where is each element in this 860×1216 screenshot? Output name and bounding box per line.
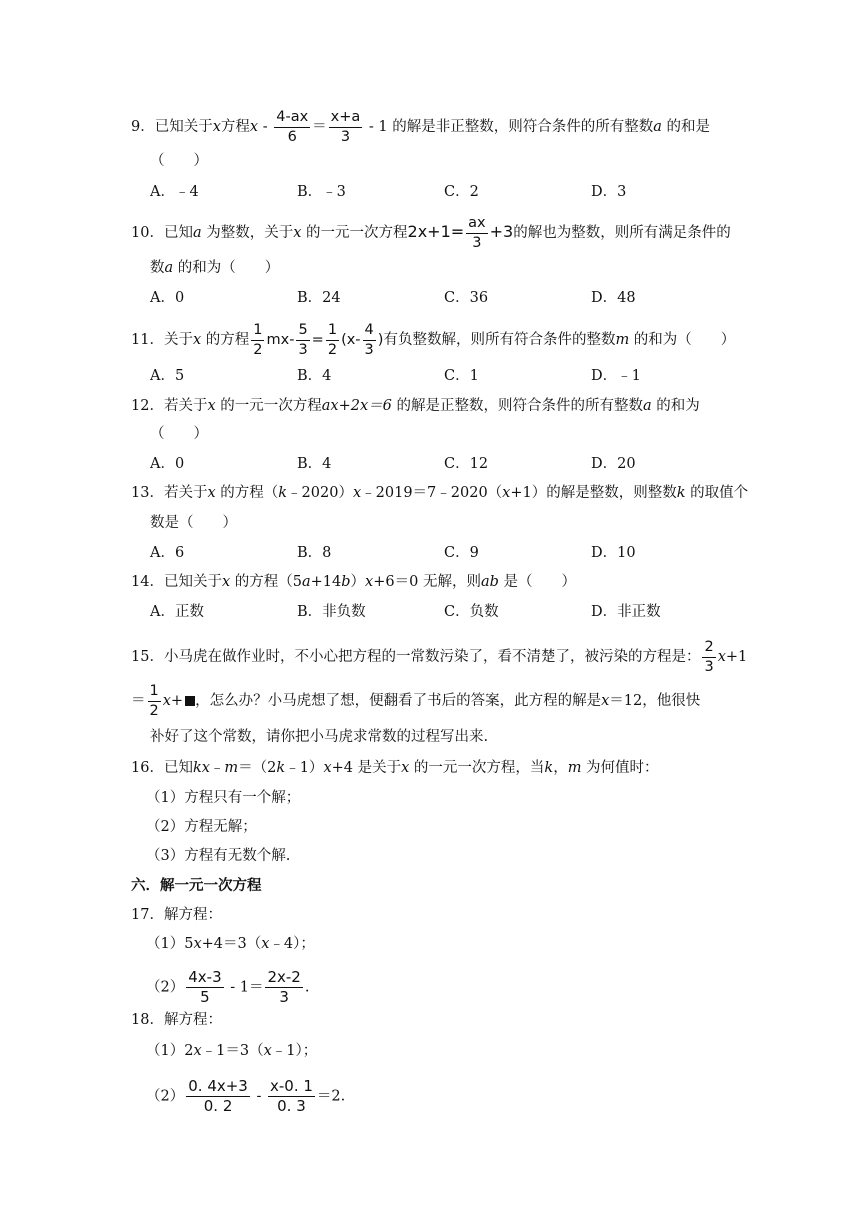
text: （1）2	[146, 1043, 194, 1059]
denominator: 3	[298, 341, 308, 358]
denominator: 6	[287, 128, 297, 145]
denominator: 3	[279, 988, 289, 1006]
var-x: x	[352, 485, 362, 501]
text: +	[170, 693, 184, 709]
var-m: m	[615, 332, 630, 348]
text: 数	[150, 260, 165, 276]
numerator: x-0. 1	[269, 1077, 313, 1095]
text: 的方程	[201, 332, 250, 348]
option-c[interactable]: C．36	[444, 290, 489, 306]
text: 解方程：	[163, 1012, 222, 1028]
text: 为整数，关于	[201, 225, 294, 241]
section-heading: 六．解一元一次方程	[131, 877, 262, 894]
text: +1）的解是整数，则整数	[510, 485, 677, 501]
numerator: 2	[702, 640, 715, 658]
text: （2）	[146, 1088, 185, 1105]
var-m: m	[224, 760, 239, 776]
var-a: a	[301, 574, 311, 590]
text: 已知	[163, 760, 193, 776]
equals-sign: ＝	[131, 693, 146, 709]
var-x: x	[212, 119, 221, 135]
text: -	[258, 119, 273, 135]
numerator: 4x-3	[188, 968, 222, 986]
fraction	[274, 110, 310, 144]
question-number: 18．	[131, 1012, 164, 1028]
text: ﹣2019＝7﹣2020（	[361, 485, 503, 501]
denominator: 2	[253, 341, 263, 358]
var-x: x	[207, 485, 216, 501]
text: ﹣4）；	[269, 936, 315, 952]
var-x: x	[717, 649, 726, 665]
denominator: 3	[340, 128, 351, 145]
numerator: 1	[251, 323, 264, 341]
var-x: x	[502, 485, 511, 501]
var-x: x	[261, 936, 270, 952]
text: ，怎么办？小马虎想了想，便翻看了书后的答案，此方程的解是	[195, 693, 602, 709]
var-x: x	[207, 398, 216, 414]
sub-item	[146, 1041, 317, 1061]
question-17	[131, 905, 222, 925]
text: 已知关于	[154, 119, 213, 135]
question-18	[131, 1010, 222, 1030]
text: +1	[725, 649, 748, 665]
question-number: 16．	[131, 760, 164, 776]
option-d[interactable]: D．48	[591, 290, 636, 306]
var-x: x	[193, 1043, 202, 1059]
question-9	[131, 110, 710, 144]
var-k: k	[276, 760, 286, 776]
text: - 1＝	[225, 979, 264, 996]
numerator: 1	[148, 684, 161, 702]
text: ﹣2020）	[287, 485, 353, 501]
option-b[interactable]: B．24	[297, 290, 341, 306]
fraction	[329, 110, 363, 144]
text: 为何值时：	[581, 760, 659, 776]
sub-item	[146, 970, 309, 1005]
var-a: a	[642, 398, 652, 414]
text: -	[251, 1088, 266, 1105]
text: ﹣1）；	[271, 1043, 318, 1059]
text: ，	[553, 760, 568, 776]
text: ＝12，他很快	[609, 693, 701, 709]
text: 若关于	[163, 398, 208, 414]
numerator: ax	[466, 216, 487, 234]
text: ﹣	[209, 760, 225, 776]
text: ＝2.	[316, 1088, 346, 1105]
text: 的一元一次方程	[215, 398, 322, 414]
var-kx: kx	[192, 760, 210, 776]
equation-lhs: 2x+1=	[407, 222, 465, 241]
option-a[interactable]: A．5	[150, 368, 185, 384]
fraction	[148, 684, 161, 718]
var-x: x	[249, 119, 259, 135]
var-x: x	[192, 332, 202, 348]
var-a: a	[192, 225, 202, 241]
text: 的和为（ ）	[173, 260, 280, 276]
answer-paren: （ ）	[150, 153, 208, 169]
var-k: k	[676, 485, 686, 501]
question-number: 12．	[131, 398, 164, 414]
fraction	[363, 323, 376, 357]
text: 已知	[163, 225, 193, 241]
text: （2）	[146, 979, 185, 996]
option-d[interactable]: D．3	[591, 184, 627, 200]
var-x: x	[293, 225, 302, 241]
question-number: 15．	[131, 649, 164, 665]
fraction	[251, 323, 264, 357]
var-m: m	[567, 760, 582, 776]
question-number: 14．	[131, 574, 164, 590]
question-number: 17．	[131, 907, 164, 923]
var-x: x	[221, 574, 231, 590]
text: 的和为	[651, 398, 700, 414]
option-b[interactable]: B．4	[297, 456, 332, 472]
text: 关于	[163, 332, 193, 348]
fraction	[186, 970, 223, 1005]
text: 的和是	[661, 119, 711, 135]
text: 的方程（5	[230, 574, 302, 590]
option-b[interactable]: B．8	[297, 545, 332, 561]
text: 的方程（	[215, 485, 279, 501]
option-c[interactable]: C．负数	[444, 604, 499, 620]
var-k: k	[278, 485, 288, 501]
numerator: 2x-2	[267, 968, 301, 986]
fraction	[296, 323, 309, 357]
var-a: a	[653, 119, 662, 135]
denominator: 0. 2	[203, 1097, 233, 1115]
sub-item	[146, 1079, 345, 1114]
fraction	[268, 1079, 315, 1114]
text: 已知关于	[163, 574, 222, 590]
text: 的解也为整数，则所有满足条件的	[513, 225, 731, 241]
equation-part: mx-	[266, 332, 295, 348]
text: 的和为（ ）	[629, 332, 736, 348]
option-b[interactable]: B．非负数	[297, 604, 366, 620]
text: - 1 的解是非正整数，则符合条件的所有整数	[364, 119, 654, 135]
text: ﹣1）	[285, 760, 324, 776]
var-b: b	[341, 574, 351, 590]
equation: ax+2x＝6	[321, 398, 392, 414]
denominator: 5	[200, 988, 210, 1006]
option-d[interactable]: D．非正数	[591, 604, 661, 620]
text: +4＝3（	[201, 936, 262, 952]
question-16	[131, 758, 659, 778]
sub-item: （2）方程无解；	[146, 819, 257, 835]
fraction	[265, 970, 302, 1005]
option-c[interactable]: C．12	[444, 456, 489, 472]
numerator: 4	[363, 323, 376, 341]
option-a[interactable]: A．﹣4	[150, 184, 199, 200]
question-11	[131, 323, 735, 357]
numerator: 5	[296, 323, 309, 341]
answer-paren: （ ）	[150, 426, 208, 442]
equals-sign: =	[311, 332, 324, 348]
fraction	[702, 640, 715, 674]
option-c[interactable]: C．9	[444, 545, 479, 561]
text: +4 是关于	[331, 760, 402, 776]
text: 的一元一次方程	[301, 225, 408, 241]
sub-item: （1）方程只有一个解；	[146, 790, 301, 806]
sub-item	[146, 934, 315, 954]
option-a[interactable]: A．0	[150, 290, 185, 306]
option-d[interactable]: D．﹣1	[591, 368, 641, 384]
text: 小马虎在做作业时，不小心把方程的一常数污染了，看不清楚了，被污染的方程是：	[163, 649, 701, 665]
question-12	[131, 396, 700, 416]
numerator: 4-ax	[274, 110, 310, 128]
var-ab: ab	[480, 574, 499, 590]
fraction	[466, 216, 487, 250]
text: 方程	[220, 119, 250, 135]
text: 解方程：	[163, 907, 222, 923]
var-x: x	[162, 693, 171, 709]
question-14	[131, 572, 576, 592]
var-k: k	[544, 760, 554, 776]
question-13	[131, 483, 748, 503]
denominator: 2	[149, 702, 159, 719]
text: 的一元一次方程，当	[409, 760, 545, 776]
option-a[interactable]: A．正数	[150, 604, 204, 620]
sub-item: （3）方程有无数个解.	[146, 848, 291, 864]
text: ＝（2	[238, 760, 277, 776]
option-d[interactable]: D．20	[591, 456, 636, 472]
denominator: 3	[704, 658, 714, 675]
text: 是（ ）	[498, 574, 576, 590]
question-15	[131, 640, 747, 674]
text: 若关于	[163, 485, 208, 501]
text: 的解是正整数，则符合条件的所有整数	[391, 398, 643, 414]
question-10-line2	[150, 258, 279, 278]
option-c[interactable]: C．2	[444, 184, 479, 200]
question-15-line2	[131, 684, 700, 718]
text: （1）5	[146, 936, 194, 952]
text: +6＝0 无解，则	[373, 574, 481, 590]
var-x: x	[263, 1043, 272, 1059]
numerator: x+a	[329, 110, 363, 128]
text: ）	[350, 574, 366, 590]
fraction	[186, 1079, 250, 1114]
question-15-line3: 补好了这个常数，请你把小马虎求常数的过程写出来.	[150, 729, 489, 745]
text: +14	[310, 574, 342, 590]
text: 有负整数解，则所有符合条件的整数	[383, 332, 616, 348]
option-b[interactable]: B．﹣3	[297, 184, 346, 200]
option-c[interactable]: C．1	[444, 368, 479, 384]
text: 的取值个	[685, 485, 749, 501]
text: ﹣1＝3（	[201, 1043, 264, 1059]
equation-part: )	[377, 332, 384, 348]
var-x: x	[601, 693, 610, 709]
numerator: 0. 4x+3	[188, 1077, 248, 1095]
question-10	[131, 216, 731, 250]
question-number: 10．	[131, 225, 164, 241]
denominator: 3	[364, 341, 374, 358]
equals-sign: ＝	[312, 119, 327, 135]
option-b[interactable]: B．4	[297, 368, 332, 384]
smudged-constant-icon	[185, 696, 195, 706]
question-13-line2: 数是（ ）	[150, 515, 237, 531]
numerator: 1	[326, 323, 339, 341]
question-number: 9．	[131, 119, 155, 135]
var-x: x	[193, 936, 202, 952]
question-number: 13．	[131, 485, 164, 501]
equation-part: (x-	[341, 332, 361, 348]
text: .	[304, 979, 310, 996]
option-a[interactable]: A．6	[150, 545, 185, 561]
denominator: 0. 3	[277, 1097, 306, 1115]
denominator: 2	[327, 341, 338, 358]
var-a: a	[164, 260, 174, 276]
fraction	[326, 323, 339, 357]
option-a[interactable]: A．0	[150, 456, 185, 472]
question-number: 11．	[131, 332, 164, 348]
var-x: x	[323, 760, 332, 776]
option-d[interactable]: D．10	[591, 545, 636, 561]
denominator: 3	[472, 234, 482, 251]
var-x: x	[401, 760, 410, 776]
equation-rhs: +3	[489, 222, 514, 241]
var-x: x	[365, 574, 374, 590]
